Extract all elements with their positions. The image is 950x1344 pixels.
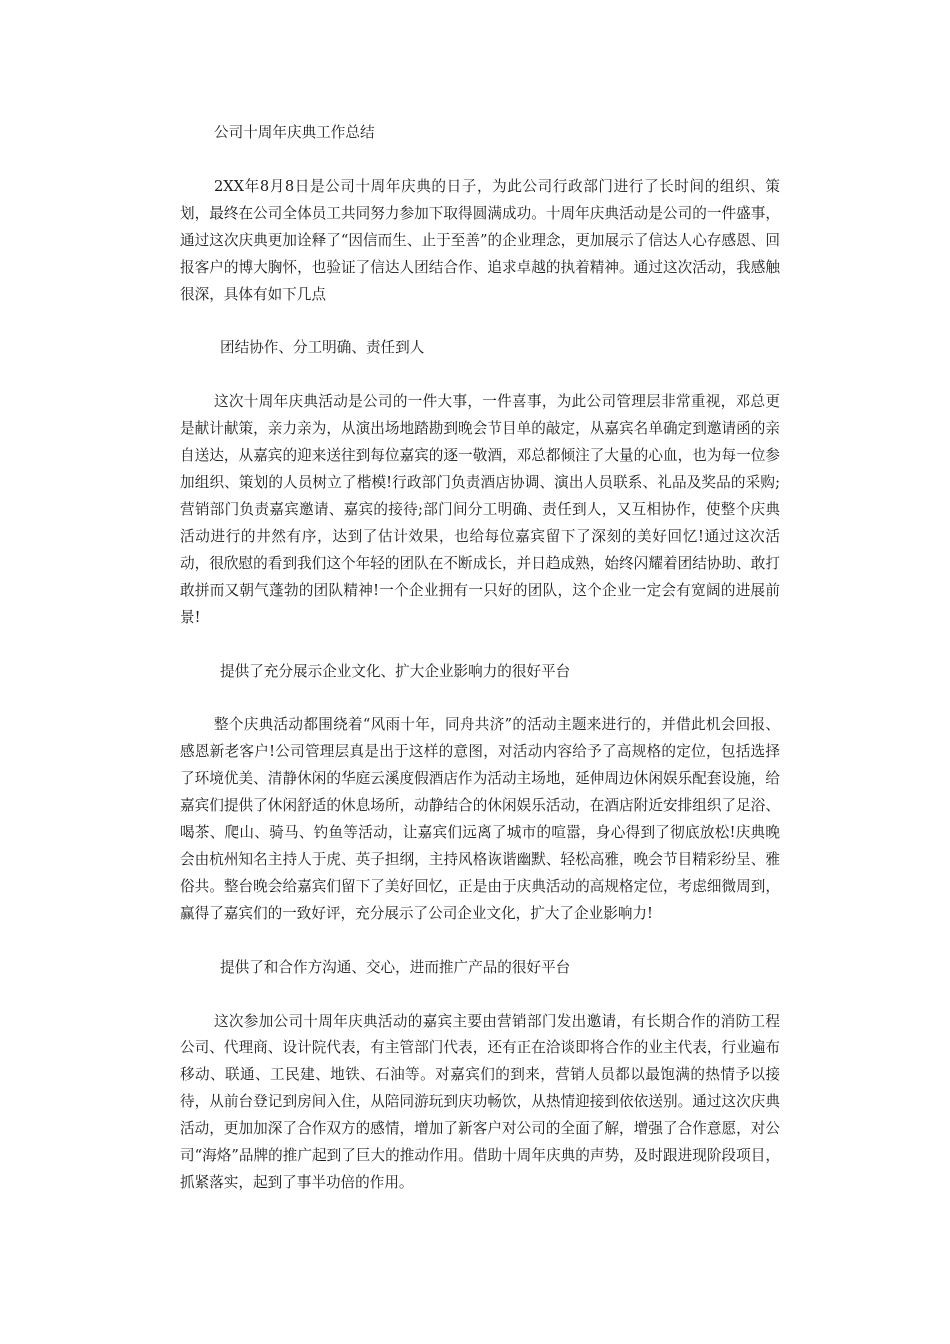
culture-paragraph: 整个庆典活动都围绕着“风雨十年，同舟共济”的活动主题来进行的，并借此机会回报、感恩新老客户!公司管理层真是出于这样的意图，对活动内容给予了高规格的定位，包括选择了环境优美、清静休闲的华庭云溪度假酒店作为活动主场地，延伸周边休闲娱乐配套设施，给嘉宾们提供了休闲舒适的休息场所，动静结合的休闲娱乐活动，在酒店附近安排组织了足浴、喝茶、爬山、骑马、钓鱼等活动，让嘉宾们远离了城市的喧嚣，身心得到了彻底放松!庆典晚会由杭州知名主持人于虎、英子担纲，主持风格诙谐幽默、轻松高雅，晚会节目精彩纷呈、雅俗共。整台晚会给嘉宾们留下了美好回忆，正是由于庆典活动的高规格定位，考虑细微周到，赢得了嘉宾们的一致好评，充分展示了公司企业文化，扩大了企业影响力! bbox=[180, 716, 780, 922]
document-title: 公司十周年庆典工作总结 bbox=[214, 124, 375, 141]
teamwork-paragraph: 这次十周年庆典活动是公司的一件大事，一件喜事，为此公司管理层非常重视，邓总更是献计献策，亲力亲为，从演出场地踏勘到晚会节目单的敲定，从嘉宾名单确定到邀请函的亲自送达，从嘉宾的迎来送往到每位嘉宾的逐一敬酒，邓总都倾注了大量的心血，也为每一位参加组织、策划的人员树立了楷模!行政部门负责酒店协调、演出人员联系、礼品及奖品的采购;营销部门负责嘉宾邀请、嘉宾的接待;部门间分工明确、责任到人，又互相协作，使整个庆典活动进行的井然有序，达到了估计效果，也给每位嘉宾留下了深刻的美好回忆!通过这次活动，很欣慰的看到我们这个年轻的团队在不断成长，并日趋成熟，始终闪耀着团结协助、敢打敢拼而又朝气蓬勃的团队精神!一个企业拥有一只好的团队，这个企业一定会有宽阔的进展前景! bbox=[180, 393, 780, 626]
section-heading-teamwork: 团结协作、分工明确、责任到人 bbox=[220, 339, 425, 357]
partners-paragraph: 这次参加公司十周年庆典活动的嘉宾主要由营销部门发出邀请，有长期合作的消防工程公司、代理商、设计院代表，有主管部门代表，还有正在洽谈即将合作的业主代表，行业遍布移动、联通、工民建、地铁、石油等。对嘉宾们的到来，营销人员都以最饱满的热情予以接待，从前台登记到房间入住，从陪同游玩到庆功畅饮，从热情迎接到依依送别。通过这次庆典活动，更加加深了合作双方的感情，增加了新客户对公司的全面了解，增强了合作意愿，对公司“海烙”品牌的推广起到了巨大的推动作用。借助十周年庆典的声势，及时跟进现阶段项目，抓紧落实，起到了事半功倍的作用。 bbox=[180, 1012, 780, 1191]
section-heading-culture: 提供了充分展示企业文化、扩大企业影响力的很好平台 bbox=[220, 662, 571, 680]
section-heading-partners: 提供了和合作方沟通、交心，进而推广产品的很好平台 bbox=[220, 958, 571, 976]
document-body bbox=[180, 120, 780, 1224]
intro-paragraph: 2XX年8月8日是公司十周年庆典的日子，为此公司行政部门进行了长时间的组织、策划，最终在公司全体员工共同努力参加下取得圆满成功。十周年庆典活动是公司的一件盛事，通过这次庆典更加诠释了“因信而生、止于至善”的企业理念，更加展示了信达人心存感恩、回报客户的博大胸怀，也验证了信达人团结合作、追求卓越的执着精神。通过这次活动，我感触很深，具体有如下几点 bbox=[180, 177, 780, 303]
